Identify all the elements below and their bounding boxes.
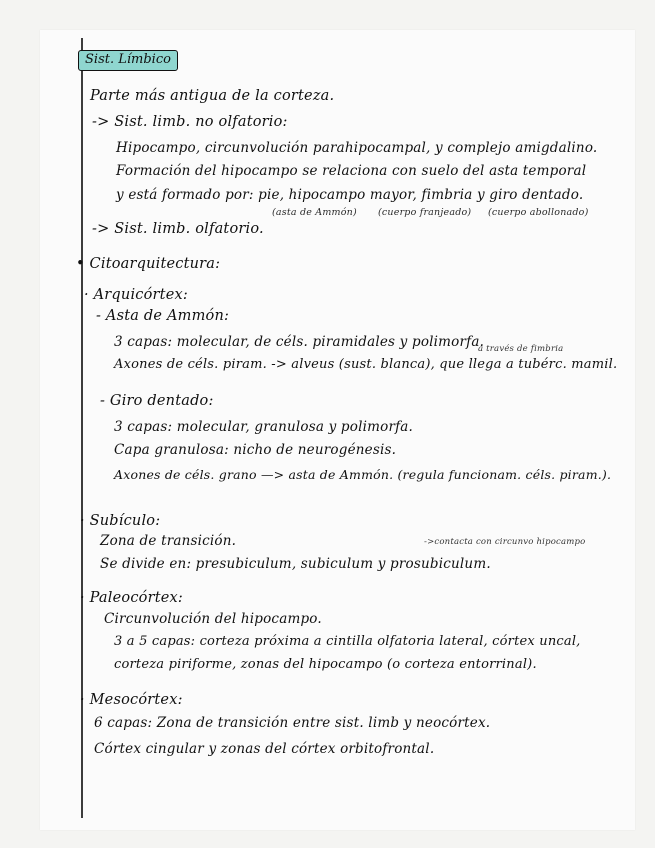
note-line: Córtex cingular y zonas del córtex orbitofrontal. [94, 741, 435, 757]
note-line: Capa granulosa: nicho de neurogénesis. [114, 442, 397, 458]
line-intro: Parte más antigua de la corteza. [90, 88, 335, 104]
note-line: Circunvolución del hipocampo. [104, 611, 322, 627]
note-line: 3 a 5 capas: corteza próxima a cintilla olfatoria lateral, córtex uncal, [114, 634, 581, 649]
section-citoarquitectura: • Citoarquitectura: [76, 256, 221, 272]
heading-giro-dentado: - Giro dentado: [100, 393, 214, 409]
annotation-contacta: ->contacta con circunvo hipocampo [424, 537, 586, 547]
note-line: y está formado por: pie, hipocampo mayor, fimbria y giro dentado. [116, 187, 584, 203]
note-line: Axones de céls. piram. -> alveus (sust. blanca), que llega a tubérc. mamil. [114, 357, 618, 372]
note-line: Axones de céls. grano —> asta de Ammón. (regula funcionam. céls. piram.). [114, 467, 612, 482]
annotation-fimbria-path: a través de fimbria [478, 344, 564, 354]
note-line: Zona de transición. [100, 533, 237, 549]
heading-asta-ammon: - Asta de Ammón: [96, 308, 230, 324]
note-line: corteza piriforme, zonas del hipocampo (o corteza entorrinal). [114, 657, 537, 672]
note-line: 6 capas: Zona de transición entre sist. limb y neocórtex. [94, 715, 491, 731]
section-arquicortex: · Arquicórtex: [84, 287, 188, 303]
heading-olfatorio: -> Sist. limb. olfatorio. [92, 221, 264, 237]
annotation-asta: (asta de Ammón) [272, 207, 357, 218]
note-line: Formación del hipocampo se relaciona con suelo del asta temporal [116, 163, 587, 179]
note-line: 3 capas: molecular, de céls. piramidales y polimorfa. [114, 334, 485, 350]
section-subiculo: · Subículo: [80, 513, 161, 529]
annotation-giro: (cuerpo abollonado) [488, 207, 589, 218]
page-title: Sist. Límbico [78, 50, 178, 71]
annotation-fimbria: (cuerpo franjeado) [378, 207, 472, 218]
section-mesocortex: · Mesocórtex: [80, 692, 183, 708]
note-line: 3 capas: molecular, granulosa y polimorfa. [114, 419, 414, 435]
note-line: Se divide en: presubiculum, subiculum y prosubiculum. [100, 556, 491, 572]
note-line: Hipocampo, circunvolución parahipocampal, y complejo amigdalino. [116, 140, 598, 156]
section-paleocortex: · Paleocórtex: [80, 590, 183, 606]
heading-no-olfatorio: -> Sist. limb. no olfatorio: [92, 114, 288, 130]
